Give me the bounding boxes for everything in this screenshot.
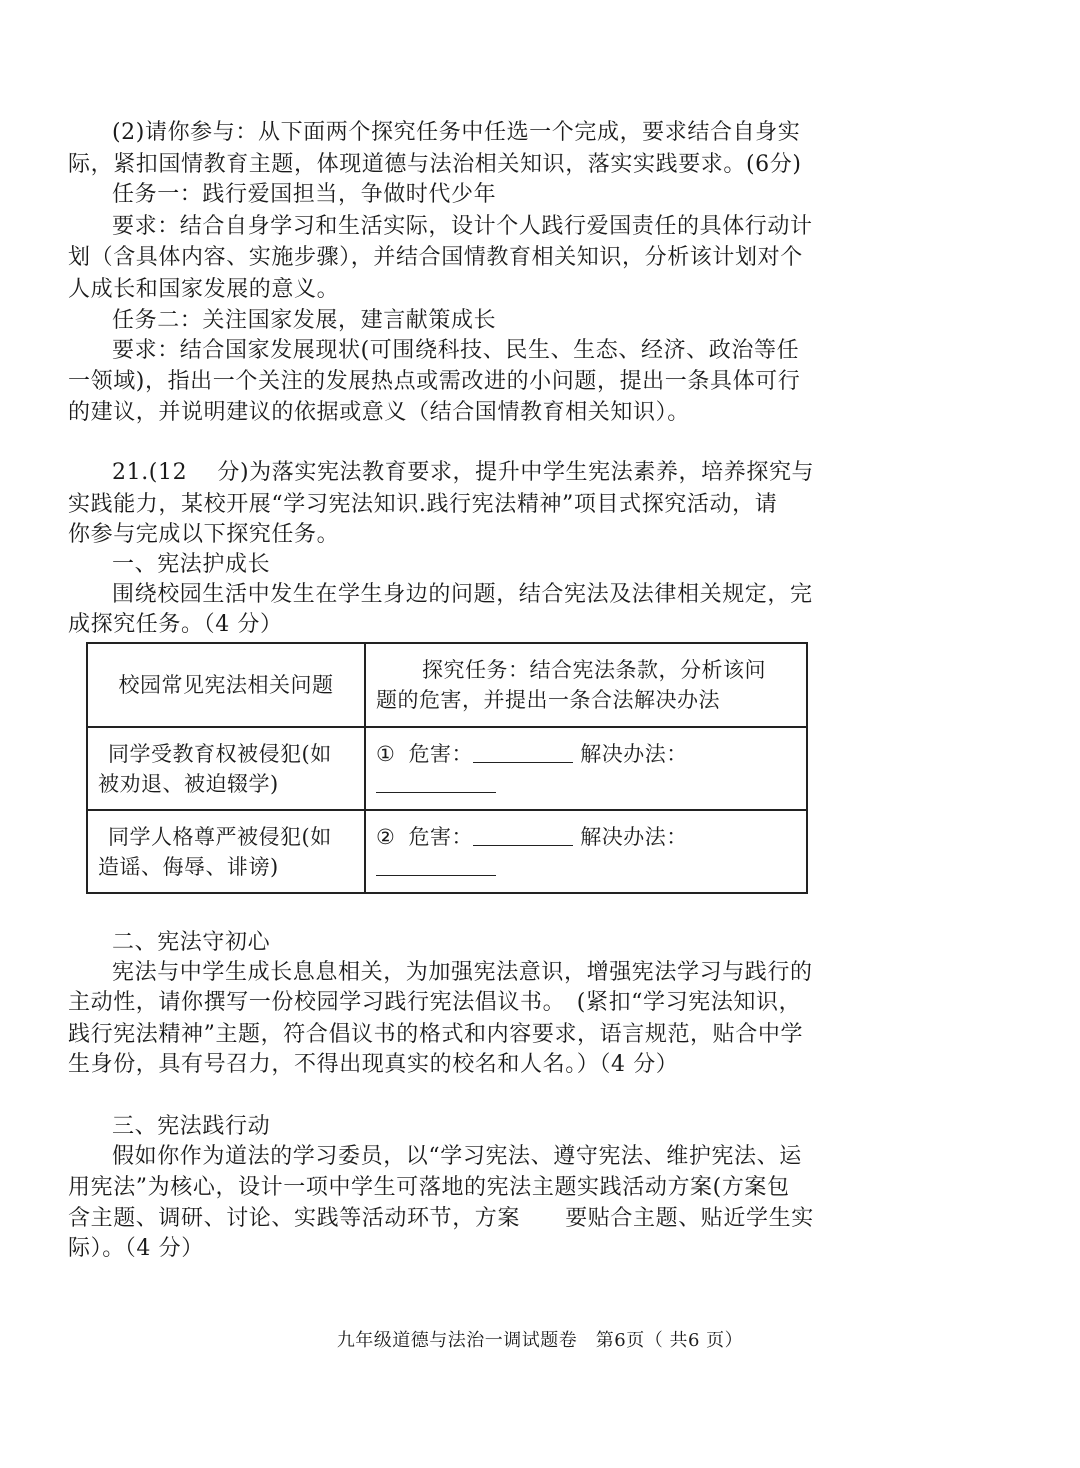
task1-title: 任务一：践行爱国担当，争做时代少年 xyxy=(112,182,497,207)
page-footer: 九年级道德与法治一调试题卷 第6页（ 共6 页） xyxy=(336,1330,744,1351)
problem-2-line-1: 同学人格尊严被侵犯(如 xyxy=(108,824,332,849)
q21-intro-line-1: 21.(12 分)为落实宪法教育要求，提升中学生宪法素养，培养探究与 xyxy=(112,460,815,485)
q20-part2-line-2: 际，紧扣国情教育主题，体现道德与法治相关知识，落实实践要求。(6分) xyxy=(68,152,802,177)
header-col2-line-2: 题的危害，并提出一条合法解决办法 xyxy=(376,688,720,712)
section1-line-2: 成探究任务。（4 分） xyxy=(68,612,283,637)
section3-line-4: 际）。（4 分） xyxy=(68,1236,204,1261)
solution-blank-1[interactable] xyxy=(376,770,496,793)
section1-title: 一、宪法护成长 xyxy=(112,552,271,577)
table-row xyxy=(87,727,807,810)
section3-line-3: 含主题、调研、讨论、实践等活动环节，方案 要贴合主题、贴近学生实 xyxy=(68,1206,814,1231)
problem-1-line-1: 同学受教育权被侵犯(如 xyxy=(108,741,332,766)
table-row xyxy=(87,810,807,893)
header-col2-line-1: 探究任务：结合宪法条款，分析该问 xyxy=(422,658,766,682)
problem-cell-2 xyxy=(87,810,365,893)
table-header-col1 xyxy=(87,643,365,727)
task2-req-line-3: 的建议，并说明建议的依据或意义（结合国情教育相关知识）。 xyxy=(68,400,690,425)
section3-line-1: 假如你作为道法的学习委员，以“学习宪法、遵守宪法、维护宪法、运 xyxy=(112,1144,802,1169)
section2-line-2: 主动性，请你撰写一份校园学习践行宪法倡议书。 (紧扣“学习宪法知识， xyxy=(68,990,802,1015)
solution-label-2: 解决办法： xyxy=(580,824,688,849)
answer-1-marker: ① xyxy=(376,741,396,766)
section3-title: 三、宪法践行动 xyxy=(112,1114,271,1139)
harm-label-1: 危害： xyxy=(408,741,474,766)
section3-line-2: 用宪法”为核心，设计一项中学生可落地的宪法主题实践活动方案(方案包 xyxy=(68,1175,790,1200)
section2-line-1: 宪法与中学生成长息息相关，为加强宪法意识，增强宪法学习与践行的 xyxy=(112,960,813,985)
section1-line-1: 围绕校园生活中发生在学生身边的问题，结合宪法及法律相关规定，完 xyxy=(112,582,813,607)
table-header-row xyxy=(87,643,807,727)
q21-intro-line-2: 实践能力，某校开展“学习宪法知识.践行宪法精神”项目式探究活动，请 xyxy=(68,492,778,517)
section2-title: 二、宪法守初心 xyxy=(112,930,271,955)
header-col1-text: 校园常见宪法相关问题 xyxy=(118,673,334,697)
task2-title: 任务二：关注国家发展，建言献策成长 xyxy=(112,308,497,333)
inquiry-table xyxy=(86,642,808,894)
task1-req-line-1: 要求：结合自身学习和生活实际，设计个人践行爱国责任的具体行动计 xyxy=(112,214,813,239)
section2-line-3: 践行宪法精神”主题，符合倡议书的格式和内容要求，语言规范，贴合中学 xyxy=(68,1022,804,1047)
task2-req-line-1: 要求：结合国家发展现状(可围绕科技、民生、生态、经济、政治等任 xyxy=(112,338,800,363)
q20-part2-line-1: (2)请你参与：从下面两个探究任务中任选一个完成，要求结合自身实 xyxy=(112,120,801,145)
answer-cell-1 xyxy=(365,727,807,810)
harm-blank-2[interactable] xyxy=(473,823,573,846)
answer-cell-2 xyxy=(365,810,807,893)
harm-label-2: 危害： xyxy=(408,824,474,849)
task1-req-line-3: 人成长和国家发展的意义。 xyxy=(68,277,340,302)
task2-req-line-2: 一领域)，指出一个关注的发展热点或需改进的小问题，提出一条具体可行 xyxy=(68,369,801,394)
answer-2-marker: ② xyxy=(376,824,396,849)
solution-label-1: 解决办法： xyxy=(580,741,688,766)
harm-blank-1[interactable] xyxy=(473,740,573,763)
q21-intro-line-3: 你参与完成以下探究任务。 xyxy=(68,522,340,547)
solution-blank-2[interactable] xyxy=(376,853,496,876)
task1-req-line-2: 划（含具体内容、实施步骤），并结合国情教育相关知识，分析该计划对个 xyxy=(68,245,803,270)
problem-1-line-2: 被劝退、被迫辍学) xyxy=(98,771,279,796)
section2-line-4: 生身份，具有号召力，不得出现真实的校名和人名。）（4 分） xyxy=(68,1052,679,1077)
problem-2-line-2: 造谣、侮辱、诽谤) xyxy=(98,854,279,879)
problem-cell-1 xyxy=(87,727,365,810)
table-header-col2 xyxy=(365,643,807,727)
